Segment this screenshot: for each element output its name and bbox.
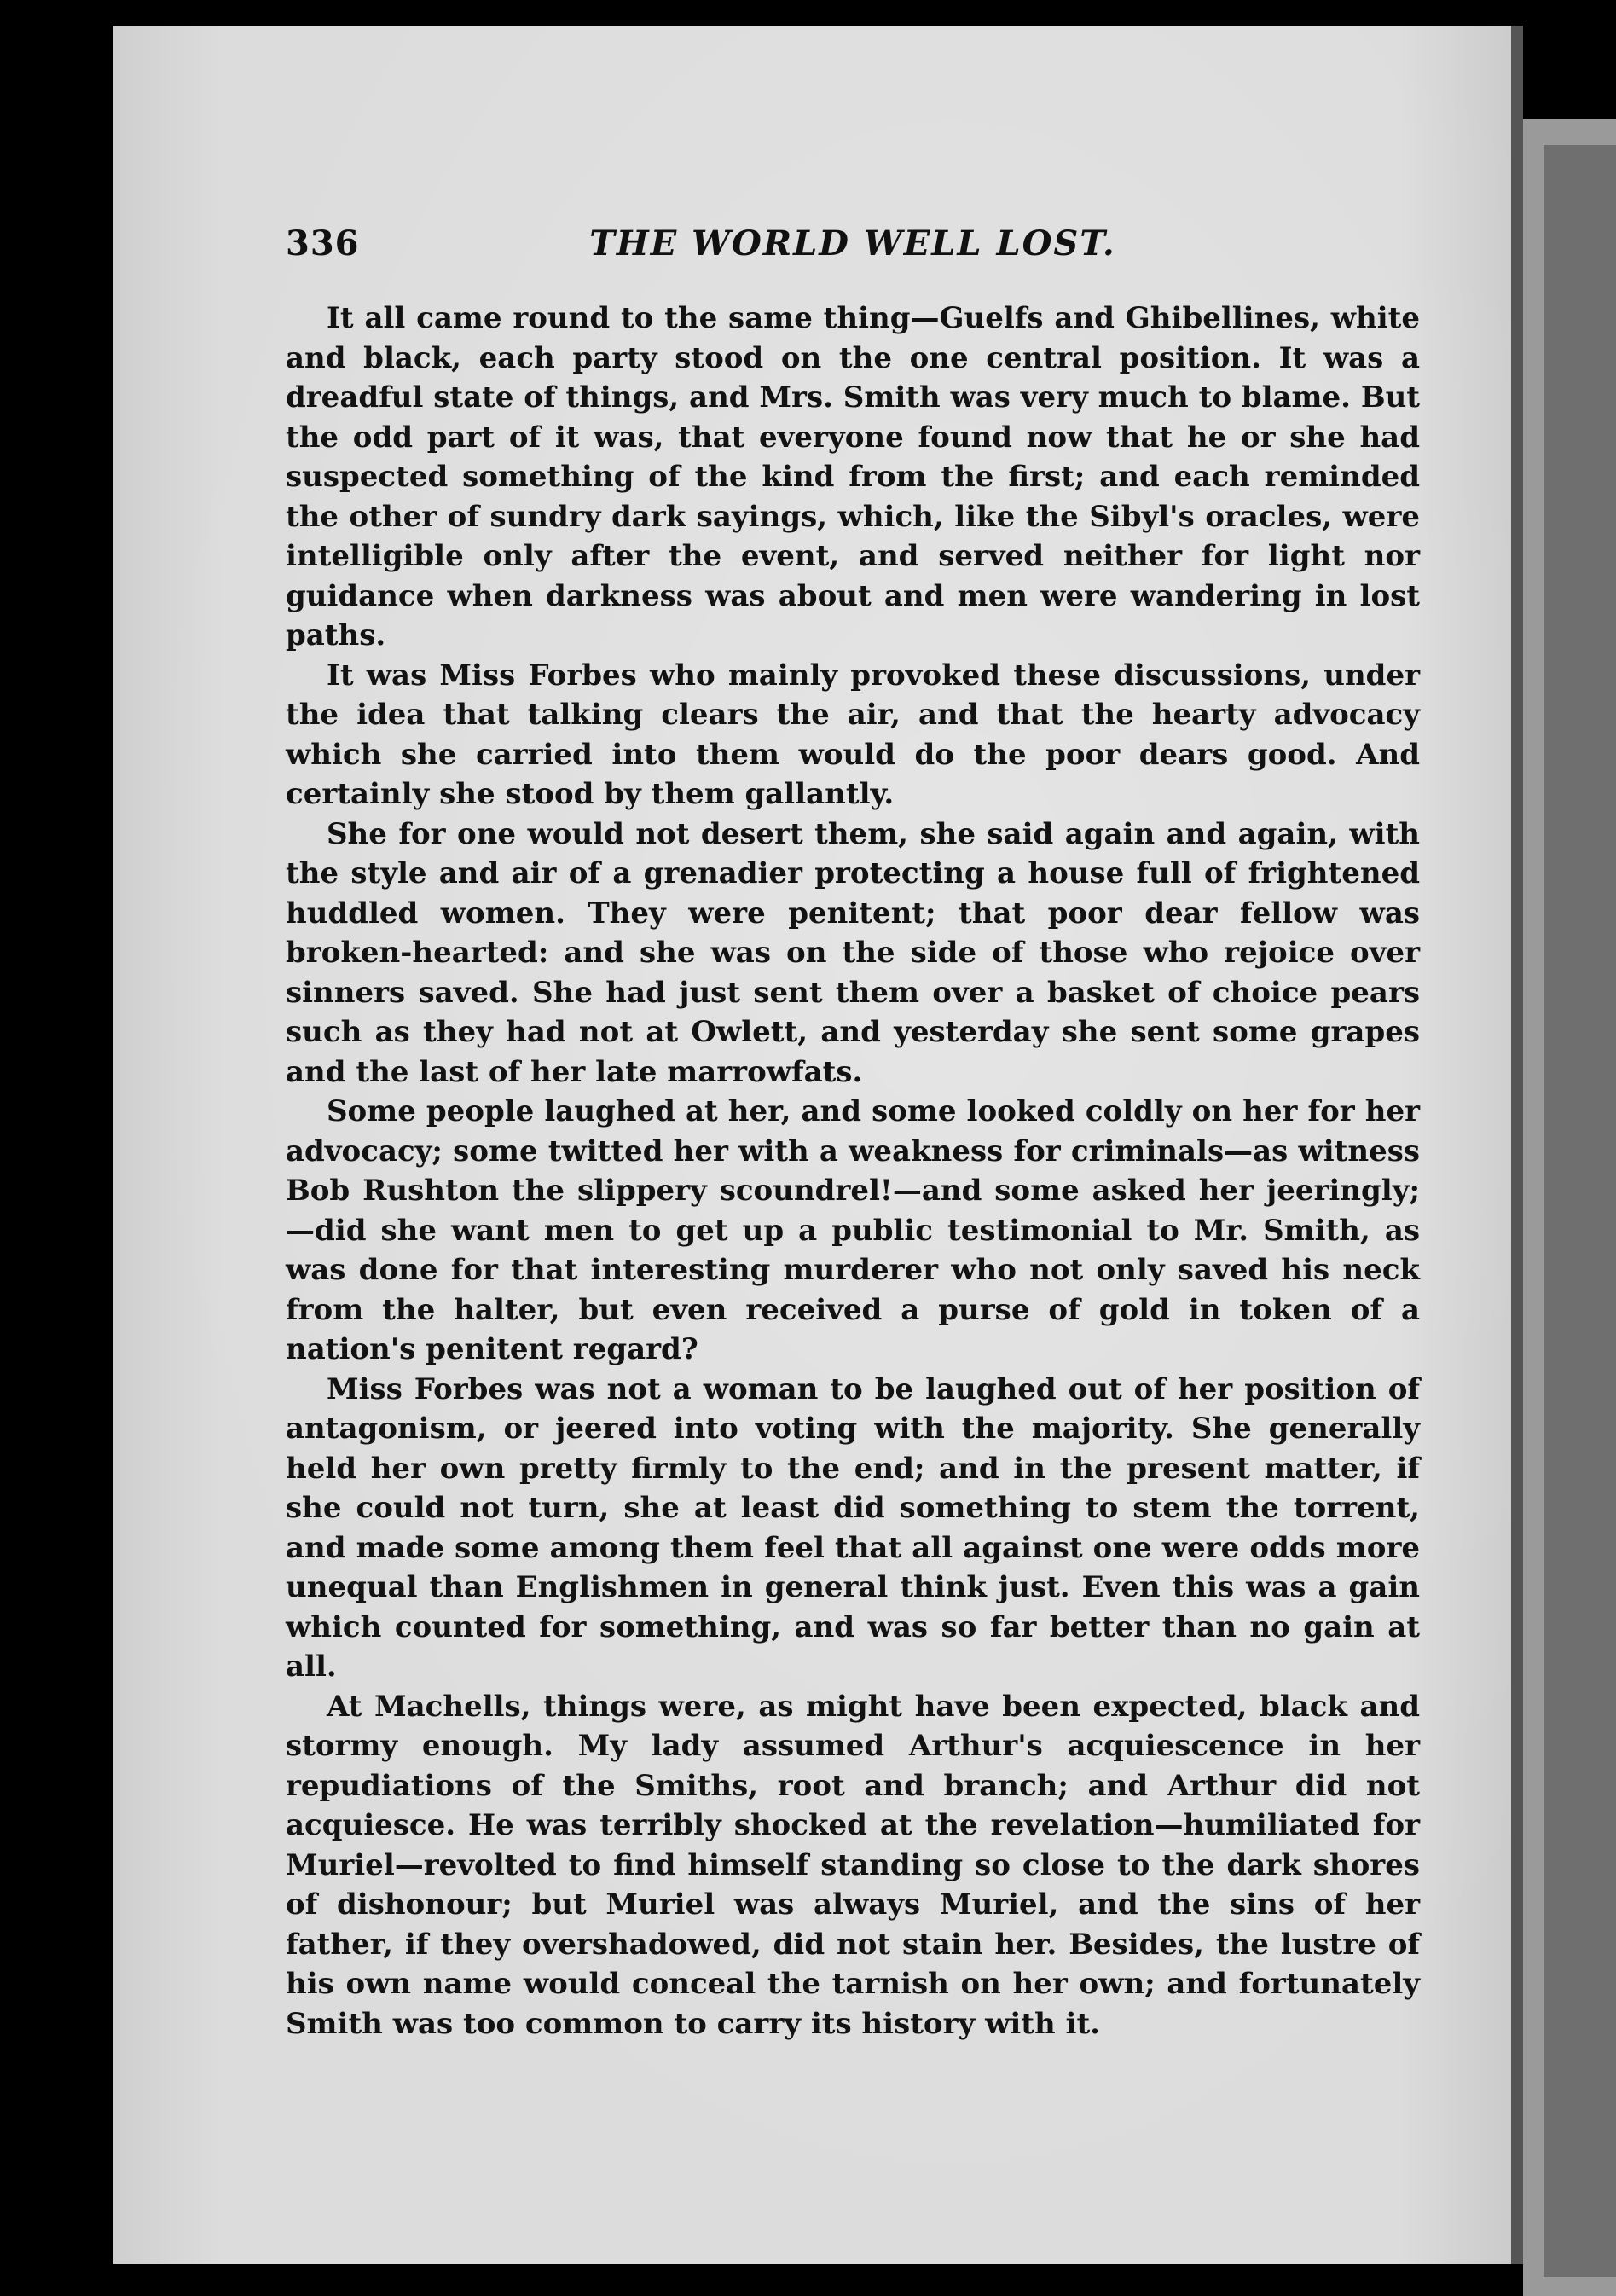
running-title: THE WORLD WELL LOST. [589,223,1116,264]
paragraph: It all came round to the same thing—Guelfs and Ghibellines, white and black, each party stood on the one central position. It was a dreadful state of things, and Mrs. Smith was very much to blame. But the odd part of it was, that everyone found now that he or she had suspected something of the kind from the first; and each reminded the other of sundry dark sayings, which, like the Sibyl's oracles, were intelligible only after the event, and served neither for light nor guidance when darkness was about and men were wandering in lost paths. [286,301,1421,652]
adjacent-page-shadow [1544,145,1616,2277]
paragraph: Some people laughed at her, and some looked coldly on her for her advocacy; some twitted her with a weakness for criminals—as witness Bob Rushton the slippery scoundrel!—and some asked her jeeringly;—did she want men to get up a public testimonial to Mr. Smith, as was done for that interesting murderer who not only saved his neck from the halter, but even received a purse of gold in token of a nation's penitent regard? [286,1094,1420,1366]
page-number: 336 [286,223,360,264]
page-edge-shadow [1511,26,1523,2264]
paragraph: At Machells, things were, as might have been expected, black and stormy enough. My lady assumed Arthur's acquiescence in her repudiations of the Smiths, root and branch; and Arthur did not acquiesce. He was terribly shocked at the revelation—humiliated for Muriel—revolted to find himself standing so close to the dark shores of dishonour; but Muriel was always Muriel, and the sins of her father, if they overshadowed, did not stain her. Besides, the lustre of his own name would conceal the tarnish on her own; and fortunately Smith was too common to carry its history with it. [286,1689,1420,2041]
paragraph: It was Miss Forbes who mainly provoked these discussions, under the idea that talking clears the air, and that the hearty advocacy which she carried into them would do the poor dears good. And certainly she stood by them gallantly. [286,658,1420,811]
paragraph: She for one would not desert them, she said again and again, with the style and air of a grenadier protecting a house full of frightened huddled women. They were penitent; that poor dear fellow was broken-hearted: and she was on the side of those who rejoice over sinners saved. She had just sent them over a basket of choice pears such as they had not at Owlett, and yesterday she sent some grapes and the last of her late marrowfats. [286,816,1420,1089]
paragraph: Miss Forbes was not a woman to be laughed out of her position of antagonism, or jeered into voting with the majority. She generally held her own pretty firmly to the end; and in the present matter, if she could not turn, she at least did something to stem the torrent, and made some among them feel that all against one were odds more unequal than Englishmen in general think just. Even this was a gain which counted for something, and was so far better than no gain at all. [286,1371,1420,1684]
page-header [286,223,1420,275]
body-text [286,299,1420,2044]
